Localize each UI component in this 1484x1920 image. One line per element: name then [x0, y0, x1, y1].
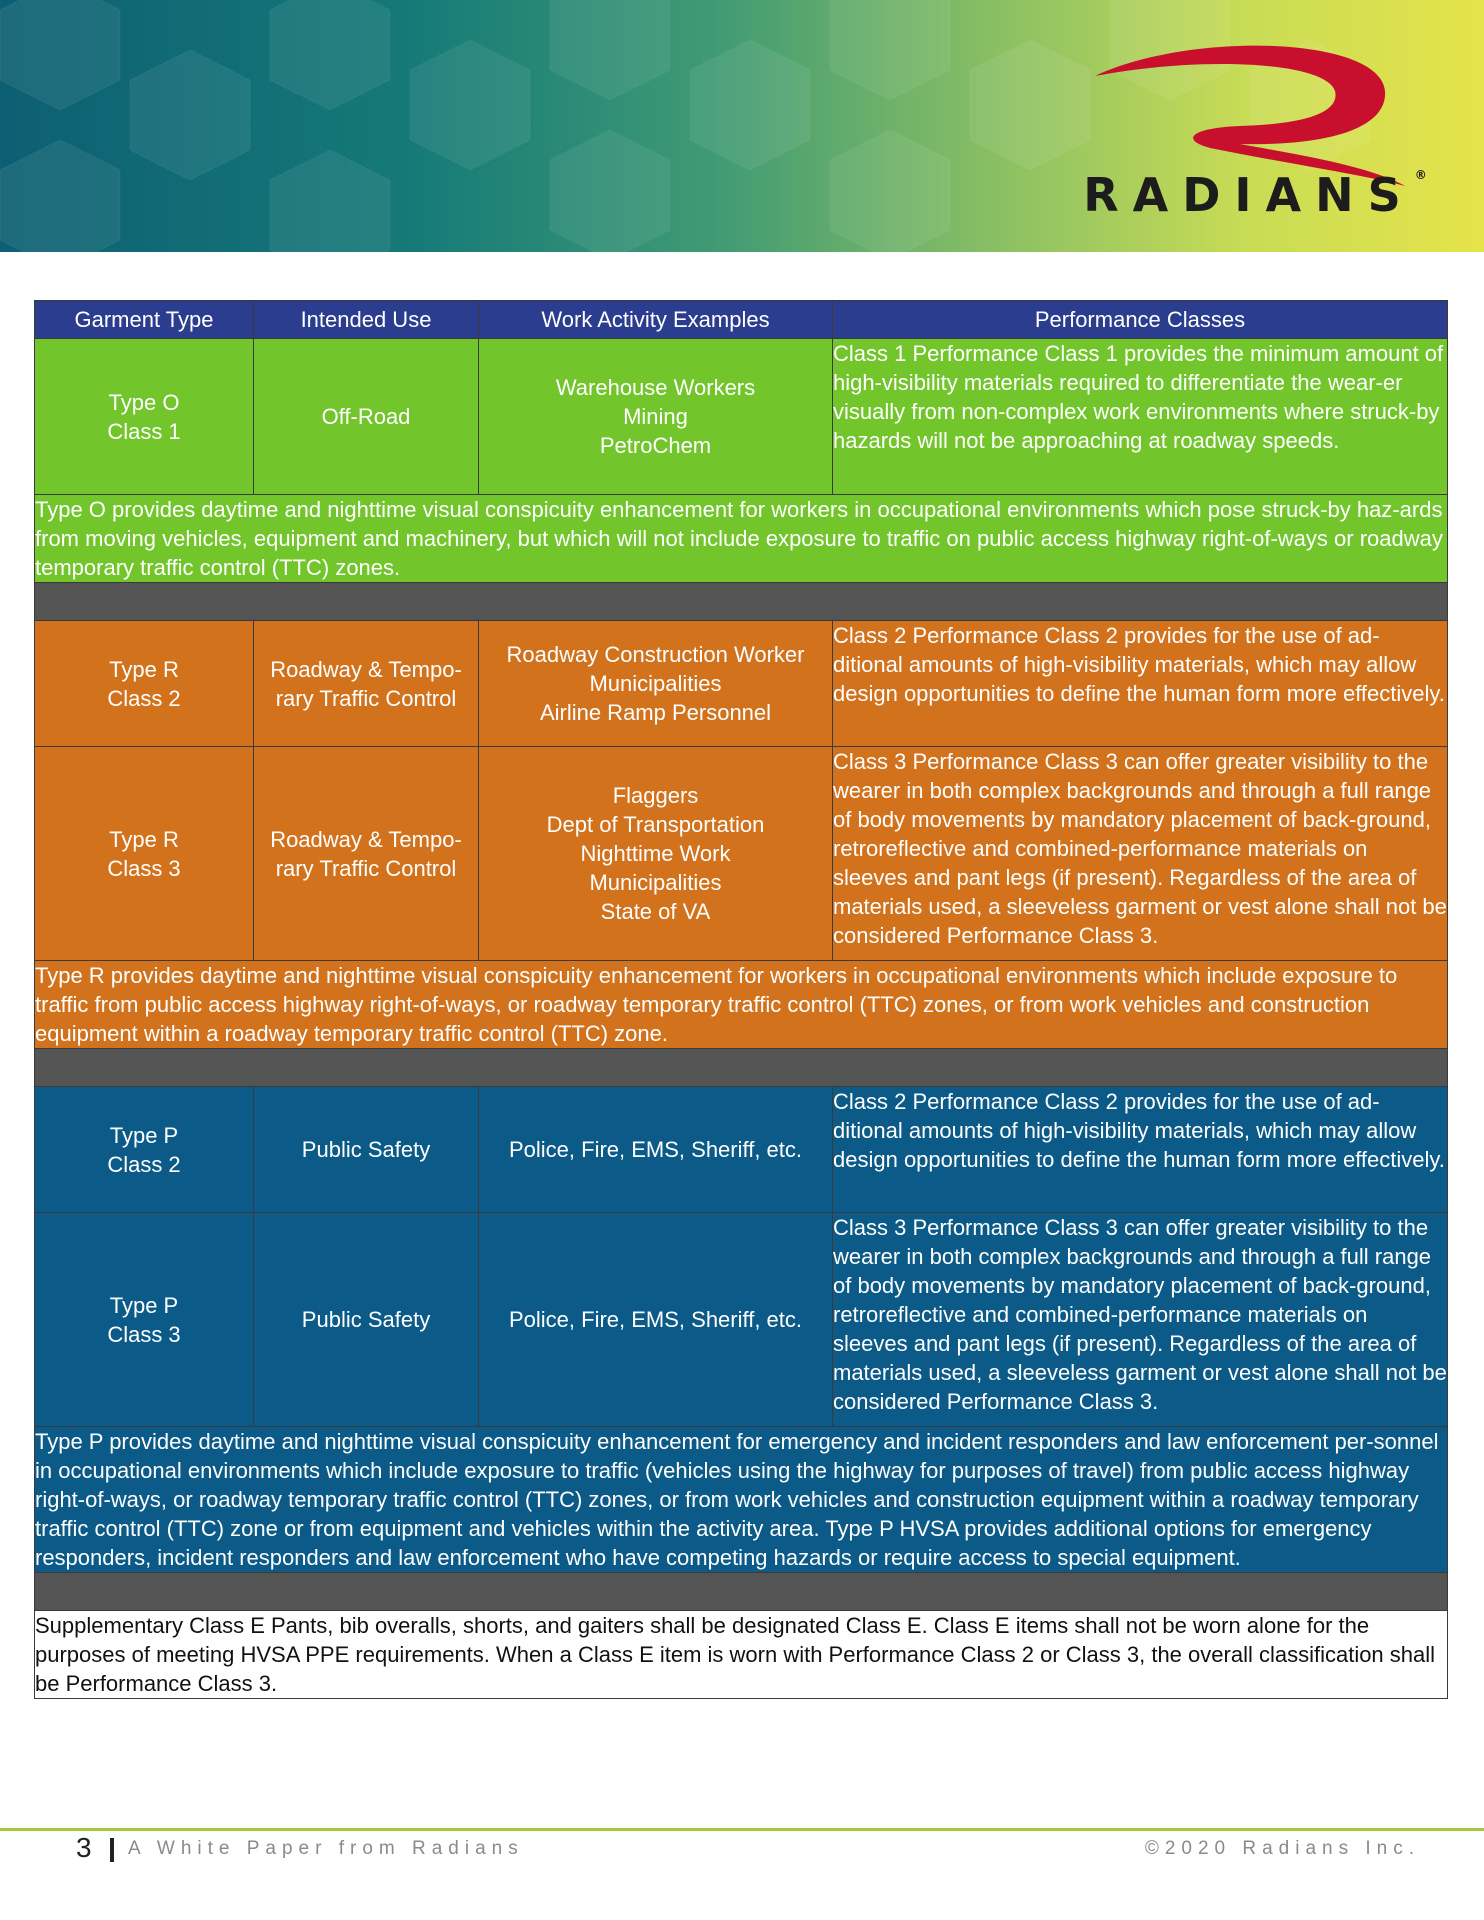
intended-use-cell: Public Safety	[254, 1213, 479, 1427]
performance-class-cell: Class 2 Performance Class 2 provides for the use of ad-ditional amounts of high-visibility materials, which may allow design opportunities to define the human form more effectively.	[833, 621, 1448, 747]
table-row	[35, 1087, 1448, 1213]
work-activity-cell: Flaggers Dept of Transportation Nighttime Work Municipalities State of VA	[479, 747, 833, 961]
performance-class-cell: Class 2 Performance Class 2 provides for the use of ad-ditional amounts of high-visibility materials, which may allow design opportunities to define the human form more effectively.	[833, 1087, 1448, 1213]
logo-wordmark: RADIANS®	[1083, 168, 1427, 222]
table-row	[35, 621, 1448, 747]
type-p-description: Type P provides daytime and nighttime visual conspicuity enhancement for emergency and incident responders and law enforcement per-sonnel in occupational environments which include exposure to traffic (vehicles using the highway for purposes of travel) from public access highway right-of-ways, or roadway temporary traffic control (TTC) zones, or from work vehicles and construction equipment within a roadway temporary traffic control (TTC) zone or from equipment and vehicles within the activity area. Type P HVSA provides additional options for emergency responders, incident responders and law enforcement who have competing hazards or require access to special equipment.	[35, 1427, 1448, 1573]
work-activity-cell: Police, Fire, EMS, Sheriff, etc.	[479, 1213, 833, 1427]
performance-class-cell: Class 3 Performance Class 3 can offer greater visibility to the wearer in both complex backgrounds and through a full range of body movements by mandatory placement of back-ground, retroreflective and combined-performance materials on sleeves and pant legs (if present). Regardless of the area of materials used, a sleeveless garment or vest alone shall not be considered Performance Class 3.	[833, 747, 1448, 961]
footer-separator-bar	[110, 1838, 114, 1862]
column-header-intended-use: Intended Use	[254, 301, 479, 339]
column-header-performance-classes: Performance Classes	[833, 301, 1448, 339]
hvsa-classification-table	[34, 300, 1448, 1699]
section-divider	[35, 1573, 1448, 1611]
garment-type-cell: Type R Class 3	[35, 747, 254, 961]
work-activity-cell: Warehouse Workers Mining PetroChem	[479, 339, 833, 495]
type-description-row	[35, 1427, 1448, 1573]
garment-type-cell: Type O Class 1	[35, 339, 254, 495]
supplementary-row	[35, 1611, 1448, 1699]
table-header-row	[35, 301, 1448, 339]
garment-type-cell: Type R Class 2	[35, 621, 254, 747]
type-description-row	[35, 495, 1448, 583]
intended-use-cell: Roadway & Tempo-rary Traffic Control	[254, 621, 479, 747]
garment-type-cell: Type P Class 3	[35, 1213, 254, 1427]
column-header-work-activity: Work Activity Examples	[479, 301, 833, 339]
intended-use-cell: Off-Road	[254, 339, 479, 495]
type-o-description: Type O provides daytime and nighttime visual conspicuity enhancement for workers in occupational environments which pose struck-by haz-ards from moving vehicles, equipment and machinery, but which will not include exposure to traffic on public access highway right-of-ways or roadway temporary traffic control (TTC) zones.	[35, 495, 1448, 583]
table-row	[35, 1213, 1448, 1427]
header-banner	[0, 0, 1484, 252]
table-row	[35, 747, 1448, 961]
section-divider	[35, 583, 1448, 621]
type-r-description: Type R provides daytime and nighttime visual conspicuity enhancement for workers in occupational environments which include exposure to traffic from public access highway right-of-ways, or roadway temporary traffic control (TTC) zones, or from work vehicles and construction equipment within a roadway temporary traffic control (TTC) zone.	[35, 961, 1448, 1049]
intended-use-cell: Roadway & Tempo-rary Traffic Control	[254, 747, 479, 961]
type-description-row	[35, 961, 1448, 1049]
section-divider	[35, 1049, 1448, 1087]
intended-use-cell: Public Safety	[254, 1087, 479, 1213]
footer-copyright: ©2020 Radians Inc.	[1144, 1838, 1420, 1859]
garment-type-cell: Type P Class 2	[35, 1087, 254, 1213]
page-number: 3	[76, 1832, 92, 1863]
footer-divider	[0, 1828, 1484, 1831]
column-header-garment-type: Garment Type	[35, 301, 254, 339]
work-activity-cell: Police, Fire, EMS, Sheriff, etc.	[479, 1087, 833, 1213]
supplementary-class-e-text: Supplementary Class E Pants, bib overalls, shorts, and gaiters shall be designated Class E. Class E items shall not be worn alone for the purposes of meeting HVSA PPE requirements. When a Class E item is worn with Performance Class 2 or Class 3, the overall classification shall be Performance Class 3.	[35, 1611, 1448, 1699]
footer-publication-text: A White Paper from Radians	[128, 1838, 524, 1859]
performance-class-cell: Class 3 Performance Class 3 can offer greater visibility to the wearer in both complex backgrounds and through a full range of body movements by mandatory placement of back-ground, retroreflective and combined-performance materials on sleeves and pant legs (if present). Regardless of the area of materials used, a sleeveless garment or vest alone shall not be considered Performance Class 3.	[833, 1213, 1448, 1427]
work-activity-cell: Roadway Construction Worker Municipalities Airline Ramp Personnel	[479, 621, 833, 747]
performance-class-cell: Class 1 Performance Class 1 provides the minimum amount of high-visibility materials required to differentiate the wear-er visually from non-complex work environments where struck-by hazards will not be approaching at roadway speeds.	[833, 339, 1448, 495]
table-row	[35, 339, 1448, 495]
